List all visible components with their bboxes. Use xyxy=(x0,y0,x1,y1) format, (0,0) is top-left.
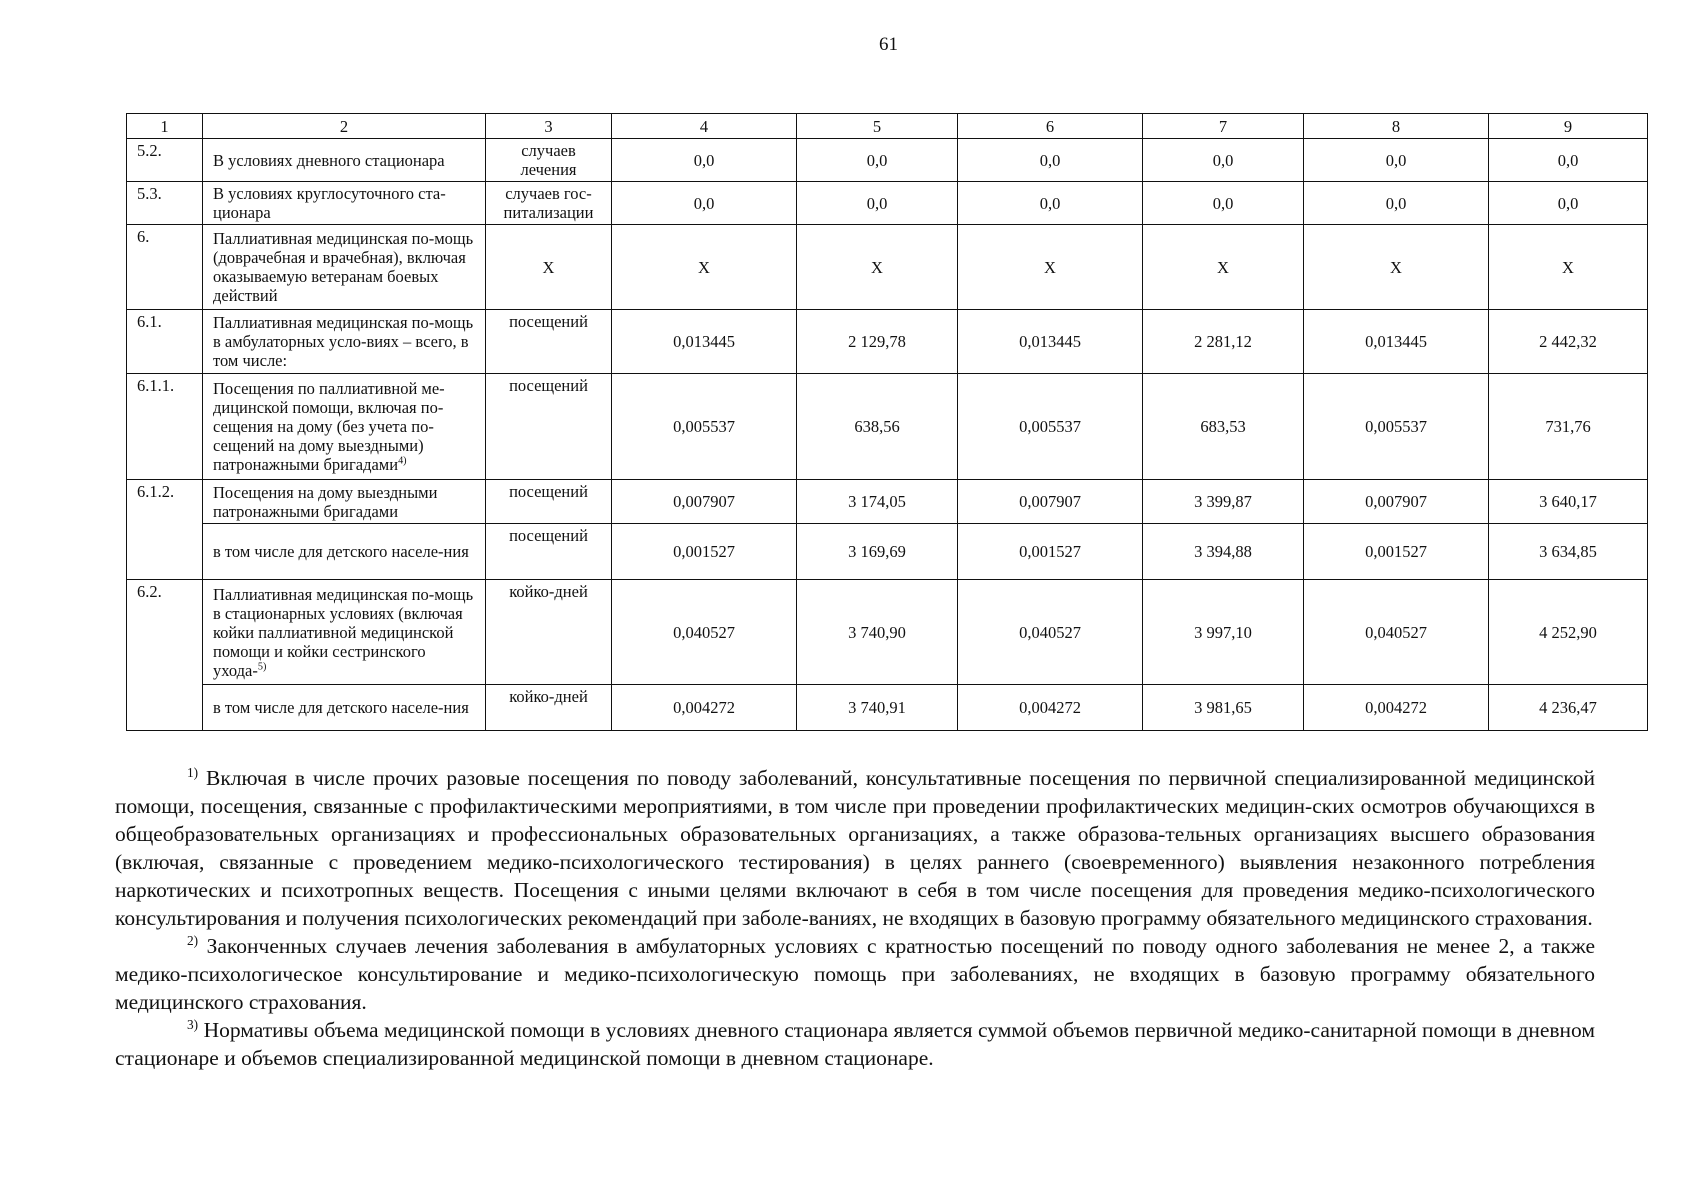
value-cell: 638,56 xyxy=(797,374,958,480)
value-cell: 0,0 xyxy=(1143,139,1304,182)
footnote-ref: 5) xyxy=(257,661,267,672)
footnote-ref: 4) xyxy=(398,455,407,467)
value-cell: 0,0 xyxy=(612,139,797,182)
footnote-text: Нормативы объема медицинской помощи в условиях дневного стационара является суммой объемов первичной медико-санитарной помощи в дневном стационаре и объемов специализированной медицинской помощи в дневном стационаре. xyxy=(115,1018,1595,1070)
value-cell: 0,007907 xyxy=(612,480,797,524)
row-unit: посещений xyxy=(486,374,612,480)
row-name: в том числе для детского населе-ния xyxy=(203,524,486,580)
row-name xyxy=(203,374,486,480)
value-cell: 0,0 xyxy=(958,182,1143,225)
value-cell: 0,013445 xyxy=(612,310,797,374)
value-cell: 0,040527 xyxy=(1304,580,1489,685)
value-cell: 0,007907 xyxy=(958,480,1143,524)
row-name-text: Посещения по паллиативной ме-дицинской помощи, включая по-сещения на дому (без учета по-сещений на дому выездными) патронажными бригадами xyxy=(213,379,445,474)
row-name-text: Паллиативная медицинская по-мощь в стационарных условиях (включая койки паллиативной медицинской помощи и койки сестринского ухода- xyxy=(213,584,474,680)
value-cell: 3 174,05 xyxy=(797,480,958,524)
value-cell: 0,001527 xyxy=(1304,524,1489,580)
row-name: Паллиативная медицинская по-мощь в амбулаторных усло-виях – всего, в том числе: xyxy=(203,310,486,374)
value-cell: 3 399,87 xyxy=(1143,480,1304,524)
header-cell: 3 xyxy=(486,114,612,139)
value-cell: 0,013445 xyxy=(1304,310,1489,374)
value-cell: 2 129,78 xyxy=(797,310,958,374)
value-cell: 731,76 xyxy=(1489,374,1648,480)
value-cell: 0,005537 xyxy=(612,374,797,480)
table-row xyxy=(127,480,1648,524)
value-cell: 0,0 xyxy=(1489,139,1648,182)
value-cell: 0,001527 xyxy=(612,524,797,580)
table-row xyxy=(127,685,1648,731)
row-number: 6.1.1. xyxy=(127,374,203,480)
header-cell: 9 xyxy=(1489,114,1648,139)
footnote-mark: 3) xyxy=(187,1016,199,1032)
value-cell: Х xyxy=(797,225,958,310)
value-cell: 0,040527 xyxy=(958,580,1143,685)
footnote-2 xyxy=(115,932,1595,1016)
row-unit: случаев лечения xyxy=(486,139,612,182)
row-name: В условиях дневного стационара xyxy=(203,139,486,182)
footnote-text: Законченных случаев лечения заболевания в амбулаторных условиях с кратностью посещений по поводу одного заболевания не менее 2, а также медико-психологическое консультирование и медико-психологическую помощь при заболеваниях, не входящих в базовую программу обязательного медицинского страхования. xyxy=(115,934,1595,1014)
footnote-mark: 1) xyxy=(187,764,199,780)
row-name xyxy=(203,580,486,685)
value-cell: 0,040527 xyxy=(612,580,797,685)
value-cell: 0,004272 xyxy=(958,685,1143,731)
header-cell: 7 xyxy=(1143,114,1304,139)
footnotes xyxy=(115,764,1595,1072)
page-number: 61 xyxy=(879,34,898,55)
value-cell: Х xyxy=(1489,225,1648,310)
table-row xyxy=(127,580,1648,685)
row-unit: посещений xyxy=(486,310,612,374)
value-cell: Х xyxy=(612,225,797,310)
table-row xyxy=(127,225,1648,310)
value-cell: 0,0 xyxy=(958,139,1143,182)
value-cell: 2 442,32 xyxy=(1489,310,1648,374)
table-row xyxy=(127,139,1648,182)
row-name: В условиях круглосуточного ста-ционара xyxy=(203,182,486,225)
row-number: 6.1.2. xyxy=(127,480,203,580)
value-cell: 0,0 xyxy=(797,182,958,225)
footnote-text: Включая в числе прочих разовые посещения по поводу заболеваний, консультативные посещения по первичной специализированной медицинской помощи, посещения, связанные с профилактическими мероприятиями, в том числе при проведении профилактических медицин-ских осмотров обучающихся в общеобразовательных организациях и профессиональных образовательных организациях, а также образова-тельных организациях высшего образования (включая, связанные с проведением медико-психологического тестирования) в целях раннего (своевременного) выявления незаконного потребления наркотических и психотропных веществ. Посещения с иными целями включают в себя в том числе посещения для проведения медико-психологического консультирования и получения психологических рекомендаций при заболе-ваниях, не входящих в базовую программу обязательного медицинского страхования. xyxy=(115,766,1595,930)
value-cell: 0,0 xyxy=(797,139,958,182)
table-row xyxy=(127,374,1648,480)
value-cell: 3 981,65 xyxy=(1143,685,1304,731)
row-number: 6.1. xyxy=(127,310,203,374)
footnote-mark: 2) xyxy=(187,932,199,948)
row-name: Паллиативная медицинская по-мощь (доврачебная и врачебная), включая оказываемую ветеранам боевых действий xyxy=(203,225,486,310)
table-row xyxy=(127,182,1648,225)
value-cell: 0,001527 xyxy=(958,524,1143,580)
value-cell: 0,0 xyxy=(1304,139,1489,182)
row-number: 6. xyxy=(127,225,203,310)
value-cell: 0,005537 xyxy=(958,374,1143,480)
footnote-3 xyxy=(115,1016,1595,1072)
row-name: Посещения на дому выездными патронажными бригадами xyxy=(203,480,486,524)
value-cell: 3 634,85 xyxy=(1489,524,1648,580)
row-name: в том числе для детского населе-ния xyxy=(203,685,486,731)
value-cell: 0,007907 xyxy=(1304,480,1489,524)
value-cell: 4 252,90 xyxy=(1489,580,1648,685)
value-cell: 0,005537 xyxy=(1304,374,1489,480)
value-cell: 0,004272 xyxy=(612,685,797,731)
header-cell: 5 xyxy=(797,114,958,139)
value-cell: Х xyxy=(958,225,1143,310)
value-cell: 3 997,10 xyxy=(1143,580,1304,685)
value-cell: 0,013445 xyxy=(958,310,1143,374)
row-unit: Х xyxy=(486,225,612,310)
row-unit: посещений xyxy=(486,480,612,524)
row-unit: койко-дней xyxy=(486,685,612,731)
value-cell: 3 394,88 xyxy=(1143,524,1304,580)
standards-table xyxy=(126,113,1648,731)
header-cell: 1 xyxy=(127,114,203,139)
value-cell: 0,004272 xyxy=(1304,685,1489,731)
value-cell: Х xyxy=(1304,225,1489,310)
header-cell: 6 xyxy=(958,114,1143,139)
value-cell: 0,0 xyxy=(612,182,797,225)
value-cell: 683,53 xyxy=(1143,374,1304,480)
row-unit: посещений xyxy=(486,524,612,580)
footnote-1 xyxy=(115,764,1595,932)
value-cell: 3 740,90 xyxy=(797,580,958,685)
row-unit: случаев гос-питализации xyxy=(486,182,612,225)
value-cell: 4 236,47 xyxy=(1489,685,1648,731)
column-number-row xyxy=(127,114,1648,139)
row-number: 6.2. xyxy=(127,580,203,731)
value-cell: 3 169,69 xyxy=(797,524,958,580)
header-cell: 2 xyxy=(203,114,486,139)
row-number: 5.3. xyxy=(127,182,203,225)
value-cell: 3 640,17 xyxy=(1489,480,1648,524)
table-row xyxy=(127,524,1648,580)
row-unit: койко-дней xyxy=(486,580,612,685)
header-cell: 4 xyxy=(612,114,797,139)
value-cell: 2 281,12 xyxy=(1143,310,1304,374)
row-number: 5.2. xyxy=(127,139,203,182)
value-cell: 0,0 xyxy=(1489,182,1648,225)
value-cell: Х xyxy=(1143,225,1304,310)
header-cell: 8 xyxy=(1304,114,1489,139)
value-cell: 0,0 xyxy=(1143,182,1304,225)
value-cell: 0,0 xyxy=(1304,182,1489,225)
table-row xyxy=(127,310,1648,374)
value-cell: 3 740,91 xyxy=(797,685,958,731)
